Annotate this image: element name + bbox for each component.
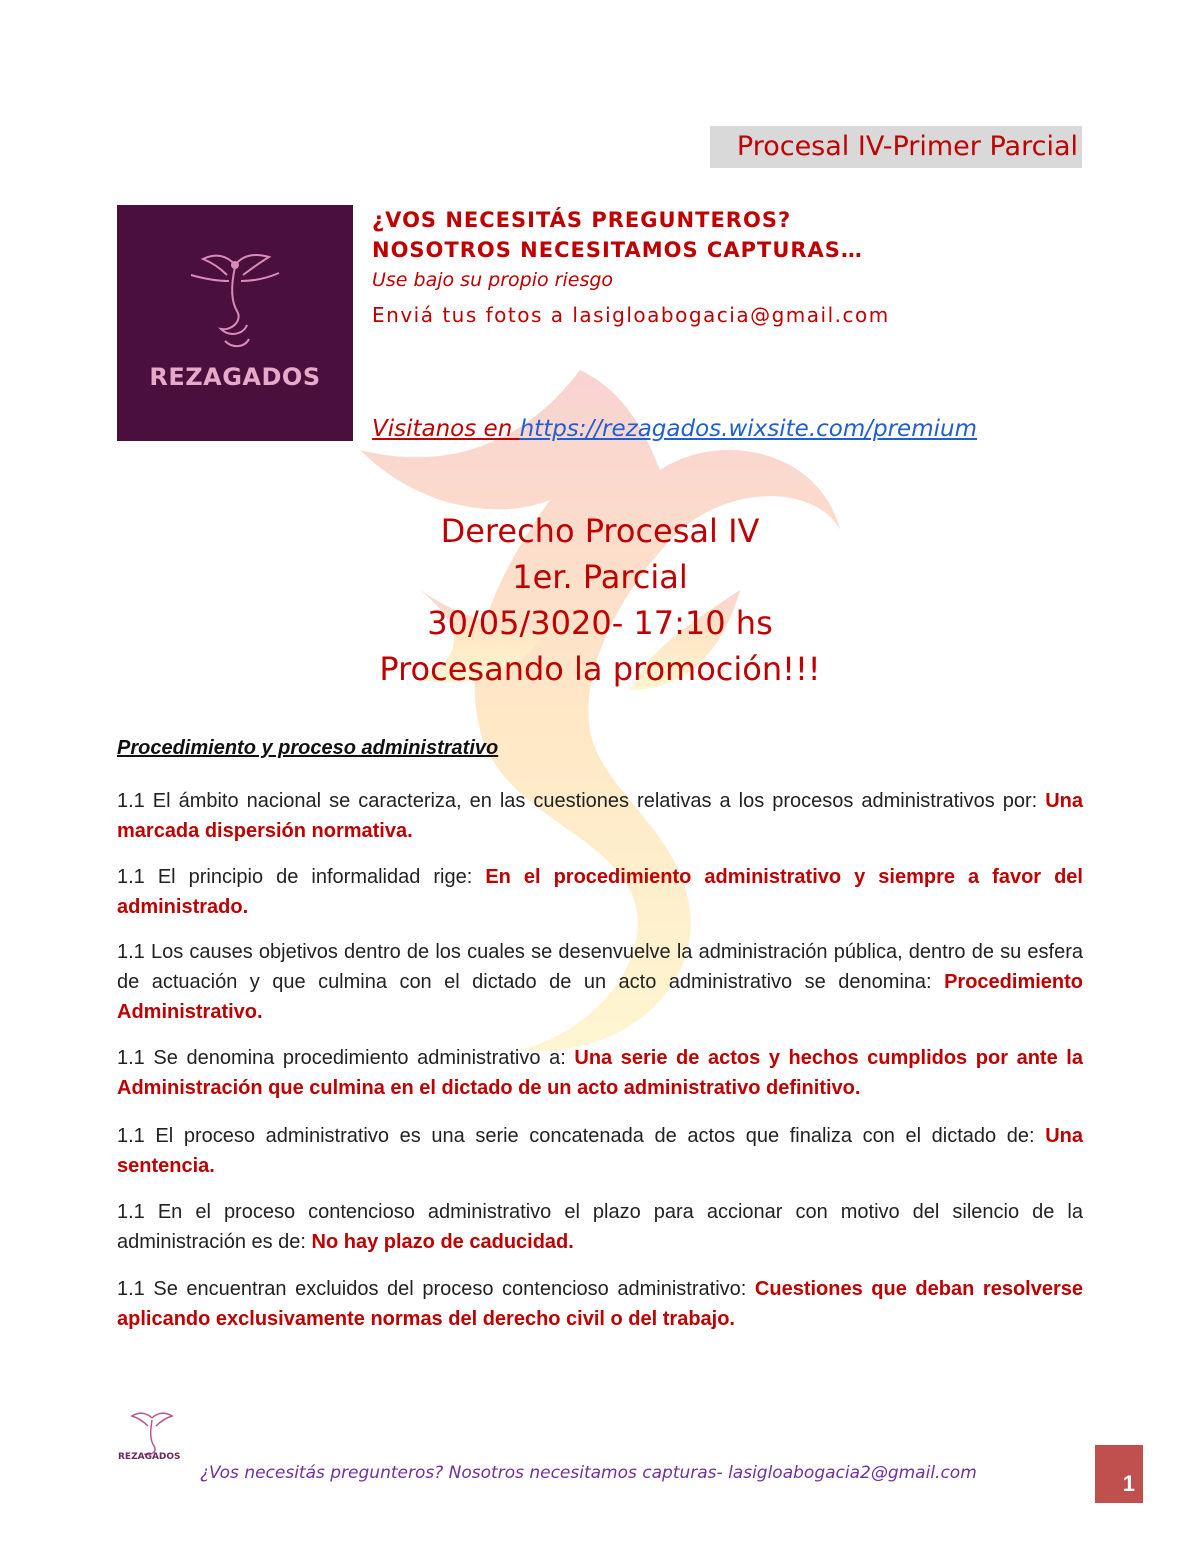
question-text: 1.1 Se encuentran excluidos del proceso contencioso administrativo: <box>117 1278 755 1300</box>
exam-tagline: Procesando la promoción!!! <box>379 650 821 688</box>
answer-text: Cuestiones que deban resolverse aplicando exclusivamente normas del derecho civil o del trabajo. <box>117 1278 1083 1330</box>
visit-line <box>372 416 977 442</box>
question-item <box>117 1121 1083 1181</box>
promo-line-1: ¿VOS NECESITÁS PREGUNTEROS? <box>372 208 792 232</box>
visit-label: Visitanos en <box>372 416 520 442</box>
question-item <box>117 862 1083 922</box>
question-text: 1.1 El principio de informalidad rige: <box>117 866 486 888</box>
exam-date: 30/05/3020- 17:10 hs <box>427 604 773 642</box>
exam-title-block <box>0 508 1200 692</box>
page-number: 1 <box>1095 1445 1143 1503</box>
footer-text: ¿Vos necesitás pregunteros? Nosotros necesitamos capturas- lasigloabogacia2@gmail.com <box>200 1463 977 1483</box>
promo-line-3: Use bajo su propio riesgo <box>372 269 614 291</box>
question-text: 1.1 Los causes objetivos dentro de los cuales se desenvuelve la administración pública, dentro de su esfera de actuación y que culmina con el dictado de un acto administrativo se denomina: <box>117 941 1083 993</box>
question-item <box>117 1197 1083 1257</box>
exam-title: Derecho Procesal IV <box>440 512 760 550</box>
section-title: Procedimiento y proceso administrativo <box>117 737 499 759</box>
promo-block <box>372 205 1092 335</box>
exam-subtitle: 1er. Parcial <box>512 558 688 596</box>
question-text: 1.1 El proceso administrativo es una serie concatenada de actos que finaliza con el dictado de: <box>117 1125 1046 1147</box>
answer-text: En el procedimiento administrativo y siempre a favor del administrado. <box>117 866 1083 918</box>
premium-link[interactable]: https://rezagados.wixsite.com/premium <box>519 416 977 442</box>
rezagados-logo <box>117 205 353 441</box>
question-item <box>117 786 1083 846</box>
promo-email: Enviá tus fotos a lasigloabogacia@gmail.com <box>372 303 890 327</box>
question-item <box>117 1274 1083 1334</box>
answer-text: Procedimiento Administrativo. <box>117 971 1083 1023</box>
logo-text: REZAGADOS <box>149 363 321 391</box>
answer-text: Una marcada dispersión normativa. <box>117 790 1083 842</box>
answer-text: Una serie de actos y hechos cumplidos por ante la Administración que culmina en el dictado de un acto administrativo definitivo. <box>117 1047 1083 1099</box>
answer-text: Una sentencia. <box>117 1125 1083 1177</box>
promo-line-2: NOSOTROS NECESITAMOS CAPTURAS… <box>372 238 863 262</box>
question-item <box>117 937 1083 1027</box>
header-title: Procesal IV-Primer Parcial <box>710 126 1082 168</box>
question-text: 1.1 Se denomina procedimiento administrativo a: <box>117 1047 575 1069</box>
answer-text: No hay plazo de caducidad. <box>311 1231 574 1253</box>
question-text: 1.1 El ámbito nacional se caracteriza, en las cuestiones relativas a los procesos administrativos por: <box>117 790 1046 812</box>
question-text: 1.1 En el proceso contencioso administrativo el plazo para accionar con motivo del silencio de la administración es de: <box>117 1201 1083 1253</box>
footer-logo-text: REZAGADOS <box>118 1452 181 1462</box>
phoenix-icon <box>185 245 285 355</box>
question-item <box>117 1043 1083 1103</box>
